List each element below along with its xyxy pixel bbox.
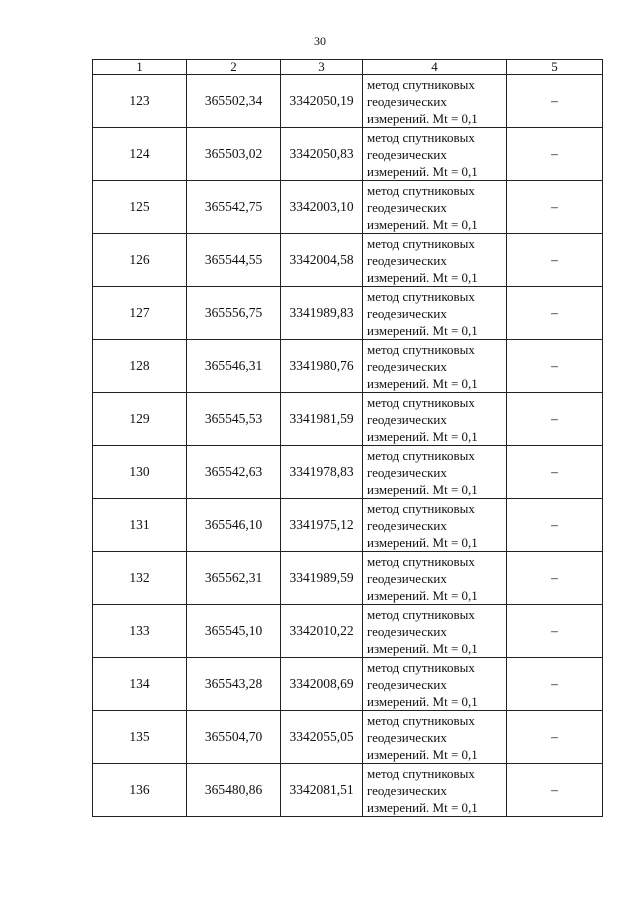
y-coordinate-cell: 3342008,69 (281, 658, 363, 711)
method-cell (363, 181, 507, 234)
method-line: измерений. Mt = 0,1 (367, 693, 478, 709)
method-line: метод спутниковых (367, 235, 475, 251)
method-line: измерений. Mt = 0,1 (367, 799, 478, 815)
method-cell (363, 446, 507, 499)
method-line: геодезических (367, 676, 447, 692)
method-cell (363, 75, 507, 128)
method-line: метод спутниковых (367, 394, 475, 410)
method-line: геодезических (367, 93, 447, 109)
method-line: измерений. Mt = 0,1 (367, 587, 478, 603)
y-coordinate-cell: 3341980,76 (281, 340, 363, 393)
point-number-cell: 126 (93, 234, 187, 287)
method-line: метод спутниковых (367, 182, 475, 198)
note-cell: – (507, 764, 603, 817)
y-coordinate-cell: 3342004,58 (281, 234, 363, 287)
method-cell (363, 658, 507, 711)
y-coordinate-cell: 3341989,83 (281, 287, 363, 340)
method-line: геодезических (367, 411, 447, 427)
note-cell: – (507, 552, 603, 605)
y-coordinate-cell: 3342050,19 (281, 75, 363, 128)
method-line: измерений. Mt = 0,1 (367, 110, 478, 126)
x-coordinate-cell: 365544,55 (187, 234, 281, 287)
method-cell (363, 393, 507, 446)
point-number-cell: 127 (93, 287, 187, 340)
method-line: геодезических (367, 570, 447, 586)
y-coordinate-cell: 3341989,59 (281, 552, 363, 605)
point-number-cell: 128 (93, 340, 187, 393)
method-line: метод спутниковых (367, 447, 475, 463)
note-cell: – (507, 75, 603, 128)
table-row (93, 711, 603, 764)
table-row (93, 605, 603, 658)
point-number-cell: 132 (93, 552, 187, 605)
table-row (93, 181, 603, 234)
method-line: геодезических (367, 358, 447, 374)
table-row (93, 658, 603, 711)
method-cell (363, 605, 507, 658)
method-line: геодезических (367, 623, 447, 639)
method-line: метод спутниковых (367, 288, 475, 304)
note-cell: – (507, 711, 603, 764)
method-line: метод спутниковых (367, 500, 475, 516)
x-coordinate-cell: 365543,28 (187, 658, 281, 711)
method-line: метод спутниковых (367, 129, 475, 145)
note-cell: – (507, 605, 603, 658)
x-coordinate-cell: 365503,02 (187, 128, 281, 181)
table-row (93, 340, 603, 393)
x-coordinate-cell: 365545,53 (187, 393, 281, 446)
point-number-cell: 130 (93, 446, 187, 499)
note-cell: – (507, 393, 603, 446)
table-header-row (93, 60, 603, 75)
x-coordinate-cell: 365504,70 (187, 711, 281, 764)
method-line: метод спутниковых (367, 712, 475, 728)
method-line: метод спутниковых (367, 341, 475, 357)
point-number-cell: 123 (93, 75, 187, 128)
table-row (93, 446, 603, 499)
method-line: метод спутниковых (367, 606, 475, 622)
point-number-cell: 133 (93, 605, 187, 658)
method-line: измерений. Mt = 0,1 (367, 534, 478, 550)
method-cell (363, 764, 507, 817)
note-cell: – (507, 128, 603, 181)
y-coordinate-cell: 3342003,10 (281, 181, 363, 234)
x-coordinate-cell: 365542,75 (187, 181, 281, 234)
table-row (93, 764, 603, 817)
note-cell: – (507, 658, 603, 711)
x-coordinate-cell: 365546,31 (187, 340, 281, 393)
column-header: 3 (281, 60, 363, 75)
method-line: измерений. Mt = 0,1 (367, 746, 478, 762)
method-line: геодезических (367, 782, 447, 798)
x-coordinate-cell: 365546,10 (187, 499, 281, 552)
method-line: геодезических (367, 729, 447, 745)
note-cell: – (507, 340, 603, 393)
point-number-cell: 136 (93, 764, 187, 817)
y-coordinate-cell: 3341978,83 (281, 446, 363, 499)
point-number-cell: 129 (93, 393, 187, 446)
y-coordinate-cell: 3342050,83 (281, 128, 363, 181)
method-line: измерений. Mt = 0,1 (367, 375, 478, 391)
x-coordinate-cell: 365542,63 (187, 446, 281, 499)
method-line: измерений. Mt = 0,1 (367, 481, 478, 497)
method-line: геодезических (367, 517, 447, 533)
x-coordinate-cell: 365556,75 (187, 287, 281, 340)
table-row (93, 499, 603, 552)
method-cell (363, 340, 507, 393)
x-coordinate-cell: 365545,10 (187, 605, 281, 658)
method-line: метод спутниковых (367, 659, 475, 675)
note-cell: – (507, 499, 603, 552)
method-line: геодезических (367, 199, 447, 215)
method-cell (363, 552, 507, 605)
table-row (93, 128, 603, 181)
column-header: 2 (187, 60, 281, 75)
table-row (93, 287, 603, 340)
point-number-cell: 134 (93, 658, 187, 711)
page-number: 30 (314, 34, 326, 48)
coordinates-table (92, 59, 603, 817)
x-coordinate-cell: 365502,34 (187, 75, 281, 128)
table-row (93, 234, 603, 287)
method-line: измерений. Mt = 0,1 (367, 163, 478, 179)
method-cell (363, 128, 507, 181)
table-row (93, 552, 603, 605)
x-coordinate-cell: 365562,31 (187, 552, 281, 605)
point-number-cell: 135 (93, 711, 187, 764)
method-cell (363, 234, 507, 287)
point-number-cell: 131 (93, 499, 187, 552)
table-body (93, 75, 603, 817)
y-coordinate-cell: 3342081,51 (281, 764, 363, 817)
method-line: измерений. Mt = 0,1 (367, 216, 478, 232)
method-line: метод спутниковых (367, 765, 475, 781)
method-cell (363, 287, 507, 340)
method-line: геодезических (367, 146, 447, 162)
y-coordinate-cell: 3341981,59 (281, 393, 363, 446)
method-line: измерений. Mt = 0,1 (367, 322, 478, 338)
method-cell (363, 499, 507, 552)
method-line: геодезических (367, 305, 447, 321)
note-cell: – (507, 287, 603, 340)
x-coordinate-cell: 365480,86 (187, 764, 281, 817)
column-header: 4 (363, 60, 507, 75)
method-line: измерений. Mt = 0,1 (367, 269, 478, 285)
method-cell (363, 711, 507, 764)
table-row (93, 393, 603, 446)
method-line: метод спутниковых (367, 76, 475, 92)
note-cell: – (507, 181, 603, 234)
note-cell: – (507, 234, 603, 287)
column-header: 1 (93, 60, 187, 75)
table-row (93, 75, 603, 128)
method-line: геодезических (367, 464, 447, 480)
note-cell: – (507, 446, 603, 499)
method-line: измерений. Mt = 0,1 (367, 640, 478, 656)
method-line: метод спутниковых (367, 553, 475, 569)
point-number-cell: 125 (93, 181, 187, 234)
y-coordinate-cell: 3341975,12 (281, 499, 363, 552)
method-line: измерений. Mt = 0,1 (367, 428, 478, 444)
point-number-cell: 124 (93, 128, 187, 181)
y-coordinate-cell: 3342010,22 (281, 605, 363, 658)
column-header: 5 (507, 60, 603, 75)
method-line: геодезических (367, 252, 447, 268)
y-coordinate-cell: 3342055,05 (281, 711, 363, 764)
